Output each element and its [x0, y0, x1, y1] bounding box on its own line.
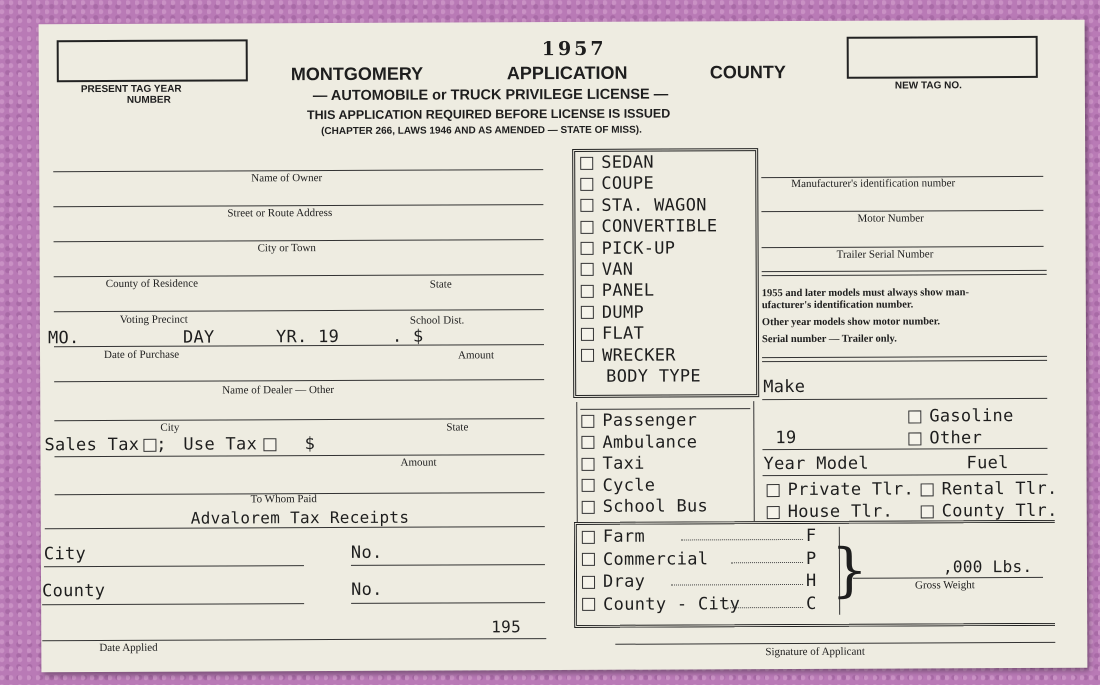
county-trailer-checkbox[interactable] — [921, 505, 934, 518]
other-fuel-checkbox[interactable] — [908, 432, 921, 445]
day-label: DAY — [182, 327, 215, 348]
amount-label-2: Amount — [400, 456, 437, 469]
signature-label: Signature of Applicant — [765, 645, 865, 659]
body-type-label: WRECKER — [601, 345, 676, 366]
gross-weight-value: ,000 Lbs. — [942, 556, 1033, 577]
vehicle-use-checkbox[interactable] — [582, 479, 595, 492]
truck-class-item[interactable] — [582, 571, 832, 595]
application-word: APPLICATION — [506, 62, 628, 84]
vehicle-use-list — [581, 410, 751, 518]
vehicle-use-item[interactable] — [582, 496, 752, 518]
county-trailer-option[interactable] — [921, 501, 1058, 522]
vehicle-use-label: Cycle — [602, 475, 656, 496]
body-type-checkbox[interactable] — [581, 285, 594, 298]
truck-class-label: Farm — [602, 526, 646, 547]
month-label: MO. — [47, 328, 80, 349]
body-type-item[interactable] — [581, 302, 751, 324]
body-type-list — [580, 152, 751, 388]
house-trailer-option[interactable] — [767, 502, 893, 523]
vehicle-use-label: School Bus — [602, 496, 709, 517]
present-tag-label-2: NUMBER — [126, 94, 171, 106]
body-type-label: COUPE — [601, 173, 655, 195]
year-prefix: 19 — [775, 427, 797, 449]
vehicle-use-label: Passenger — [602, 410, 698, 431]
truck-class-code: H — [805, 570, 817, 591]
year-label: YR. 19 — [275, 326, 340, 348]
amount-label-1: Amount — [458, 349, 495, 362]
body-type-checkbox[interactable] — [581, 306, 594, 319]
date-applied-label: Date Applied — [99, 641, 158, 655]
signature-field[interactable] — [615, 620, 1055, 644]
fuel-other[interactable] — [908, 428, 982, 448]
gasoline-label: Gasoline — [929, 406, 1014, 427]
present-tag-label: PRESENT TAG YEAR — [80, 83, 182, 96]
body-type-item[interactable] — [581, 281, 751, 303]
use-tax-label: Use Tax — [183, 434, 258, 455]
body-type-item[interactable] — [580, 216, 750, 238]
use-tax-checkbox[interactable] — [263, 438, 276, 451]
vehicle-use-label: Taxi — [602, 453, 645, 474]
body-type-label: CONVERTIBLE — [601, 216, 718, 238]
dealer-city-label: City — [160, 421, 180, 434]
brace-icon: } — [830, 535, 869, 604]
body-type-label: VAN — [601, 259, 634, 280]
date-of-purchase-label: Date of Purchase — [104, 348, 180, 362]
body-type-heading: BODY TYPE — [606, 366, 702, 387]
vehicle-use-checkbox[interactable] — [581, 457, 594, 470]
body-type-label: PANEL — [601, 280, 655, 302]
body-type-checkbox[interactable] — [581, 263, 594, 276]
serial-note: Serial number — Trailer only. — [761, 333, 897, 346]
to-whom-paid-label: To Whom Paid — [250, 493, 317, 506]
private-trailer-checkbox[interactable] — [767, 484, 780, 497]
name-of-dealer-label: Name of Dealer — Other — [222, 383, 335, 397]
vehicle-use-checkbox[interactable] — [581, 436, 594, 449]
truck-class-item[interactable] — [582, 548, 832, 572]
rental-trailer-label: Rental Tlr. — [941, 478, 1058, 500]
body-type-checkbox[interactable] — [580, 199, 593, 212]
vehicle-use-item[interactable] — [581, 432, 751, 454]
make-label: Make — [763, 376, 806, 398]
rental-trailer-option[interactable] — [921, 479, 1058, 500]
state-label-1: State — [429, 278, 452, 291]
body-type-label: SEDAN — [601, 152, 654, 173]
street-label: Street or Route Address — [227, 207, 333, 220]
license-application-card — [39, 20, 1088, 673]
truck-class-item[interactable] — [582, 593, 832, 617]
body-type-item[interactable] — [581, 323, 751, 345]
present-tag-box[interactable] — [57, 39, 248, 82]
body-type-label: STA. WAGON — [601, 195, 707, 216]
truck-class-label: County - City — [603, 593, 741, 615]
private-trailer-option[interactable] — [767, 479, 915, 500]
body-type-label: PICK-UP — [601, 238, 676, 259]
city-or-town-label: City or Town — [257, 242, 316, 255]
house-trailer-checkbox[interactable] — [767, 506, 780, 519]
county-word: COUNTY — [709, 62, 786, 83]
license-subtitle: — AUTOMOBILE or TRUCK PRIVILEGE LICENSE — — [312, 86, 669, 105]
body-type-item[interactable] — [580, 195, 750, 217]
truck-class-checkbox[interactable] — [582, 598, 595, 611]
mfr-note-1: 1955 and later models must always show man- — [761, 287, 969, 300]
receipt-county-label: County — [42, 580, 106, 602]
truck-class-checkbox[interactable] — [582, 530, 595, 543]
fuel-label: Fuel — [966, 453, 1009, 474]
law-line: (CHAPTER 266, LAWS 1946 AND AS AMENDED — STATE OF MISS). — [321, 124, 642, 138]
body-type-checkbox[interactable] — [580, 178, 593, 191]
school-dist-label: School Dist. — [409, 314, 465, 327]
body-type-checkbox[interactable] — [580, 221, 593, 234]
dealer-state-label: State — [446, 421, 469, 434]
advalorem-heading: Advalorem Tax Receipts — [190, 507, 410, 528]
receipt-city-label: City — [43, 544, 87, 565]
vehicle-use-item[interactable] — [582, 475, 752, 497]
date-applied-year: 195 — [491, 617, 522, 637]
sales-tax-label: Sales Tax — [44, 434, 140, 456]
purchase-dollar: . $ — [391, 326, 424, 347]
truck-class-code: P — [805, 548, 817, 569]
body-type-checkbox[interactable] — [581, 349, 594, 362]
vehicle-use-label: Ambulance — [602, 431, 698, 453]
tax-separator: ; — [156, 434, 167, 455]
motor-note: Other year models show motor number. — [761, 316, 941, 329]
county-of-residence-label: County of Residence — [105, 277, 199, 290]
vehicle-use-item[interactable] — [581, 453, 751, 475]
trailer-serial-label: Trailer Serial Number — [836, 248, 934, 261]
form-year: 1957 — [541, 37, 607, 61]
body-type-checkbox[interactable] — [581, 327, 594, 340]
gasoline-checkbox[interactable] — [908, 410, 921, 423]
rental-trailer-checkbox[interactable] — [921, 483, 934, 496]
motor-number-label: Motor Number — [857, 212, 924, 225]
leader-dots — [731, 562, 803, 564]
body-type-item[interactable] — [581, 238, 751, 260]
body-type-item[interactable] — [580, 152, 750, 174]
mfr-id-label: Manufacturer's identification number — [791, 177, 956, 191]
vehicle-use-checkbox[interactable] — [582, 500, 595, 513]
notice-line: THIS APPLICATION REQUIRED BEFORE LICENSE IS ISSUED — [306, 106, 671, 123]
private-trailer-label: Private Tlr. — [787, 479, 915, 501]
leader-dots — [727, 607, 803, 609]
sales-tax-checkbox[interactable] — [143, 438, 156, 451]
body-type-item[interactable] — [581, 345, 751, 367]
body-type-item[interactable] — [580, 174, 750, 196]
sales-tax-row — [44, 434, 315, 455]
new-tag-label: NEW TAG NO. — [894, 80, 962, 92]
truck-class-code: F — [805, 525, 817, 546]
body-type-item[interactable] — [581, 259, 751, 281]
truck-class-code: C — [806, 593, 817, 614]
other-fuel-label: Other — [929, 428, 983, 449]
truck-class-checkbox[interactable] — [582, 553, 595, 566]
mfr-note-2: ufacturer's identification number. — [761, 299, 914, 312]
vehicle-use-item[interactable] — [581, 410, 751, 432]
gross-weight-label: Gross Weight — [915, 579, 975, 592]
body-type-checkbox[interactable] — [581, 242, 594, 255]
name-of-owner-label: Name of Owner — [251, 172, 323, 185]
receipt-no-label-1: No. — [350, 542, 383, 563]
tax-dollar: $ — [304, 434, 316, 455]
vehicle-use-checkbox[interactable] — [581, 414, 594, 427]
body-type-checkbox[interactable] — [580, 156, 593, 169]
receipt-no-label-2: No. — [351, 579, 383, 600]
voting-precinct-label: Voting Precinct — [119, 313, 188, 326]
county-name: MONTGOMERY — [290, 63, 424, 85]
truck-class-checkbox[interactable] — [582, 575, 595, 588]
body-type-label: DUMP — [601, 302, 645, 323]
truck-class-label: Commercial — [602, 548, 709, 570]
truck-class-label: Dray — [602, 571, 646, 592]
year-model-label: Year Model — [763, 453, 869, 475]
fuel-gasoline[interactable] — [908, 406, 1013, 426]
body-type-label: FLAT — [601, 323, 645, 344]
truck-class-item[interactable] — [582, 526, 832, 550]
house-trailer-label: House Tlr. — [787, 501, 894, 523]
new-tag-box[interactable] — [847, 36, 1038, 79]
county-trailer-label: County Tlr. — [941, 500, 1058, 522]
